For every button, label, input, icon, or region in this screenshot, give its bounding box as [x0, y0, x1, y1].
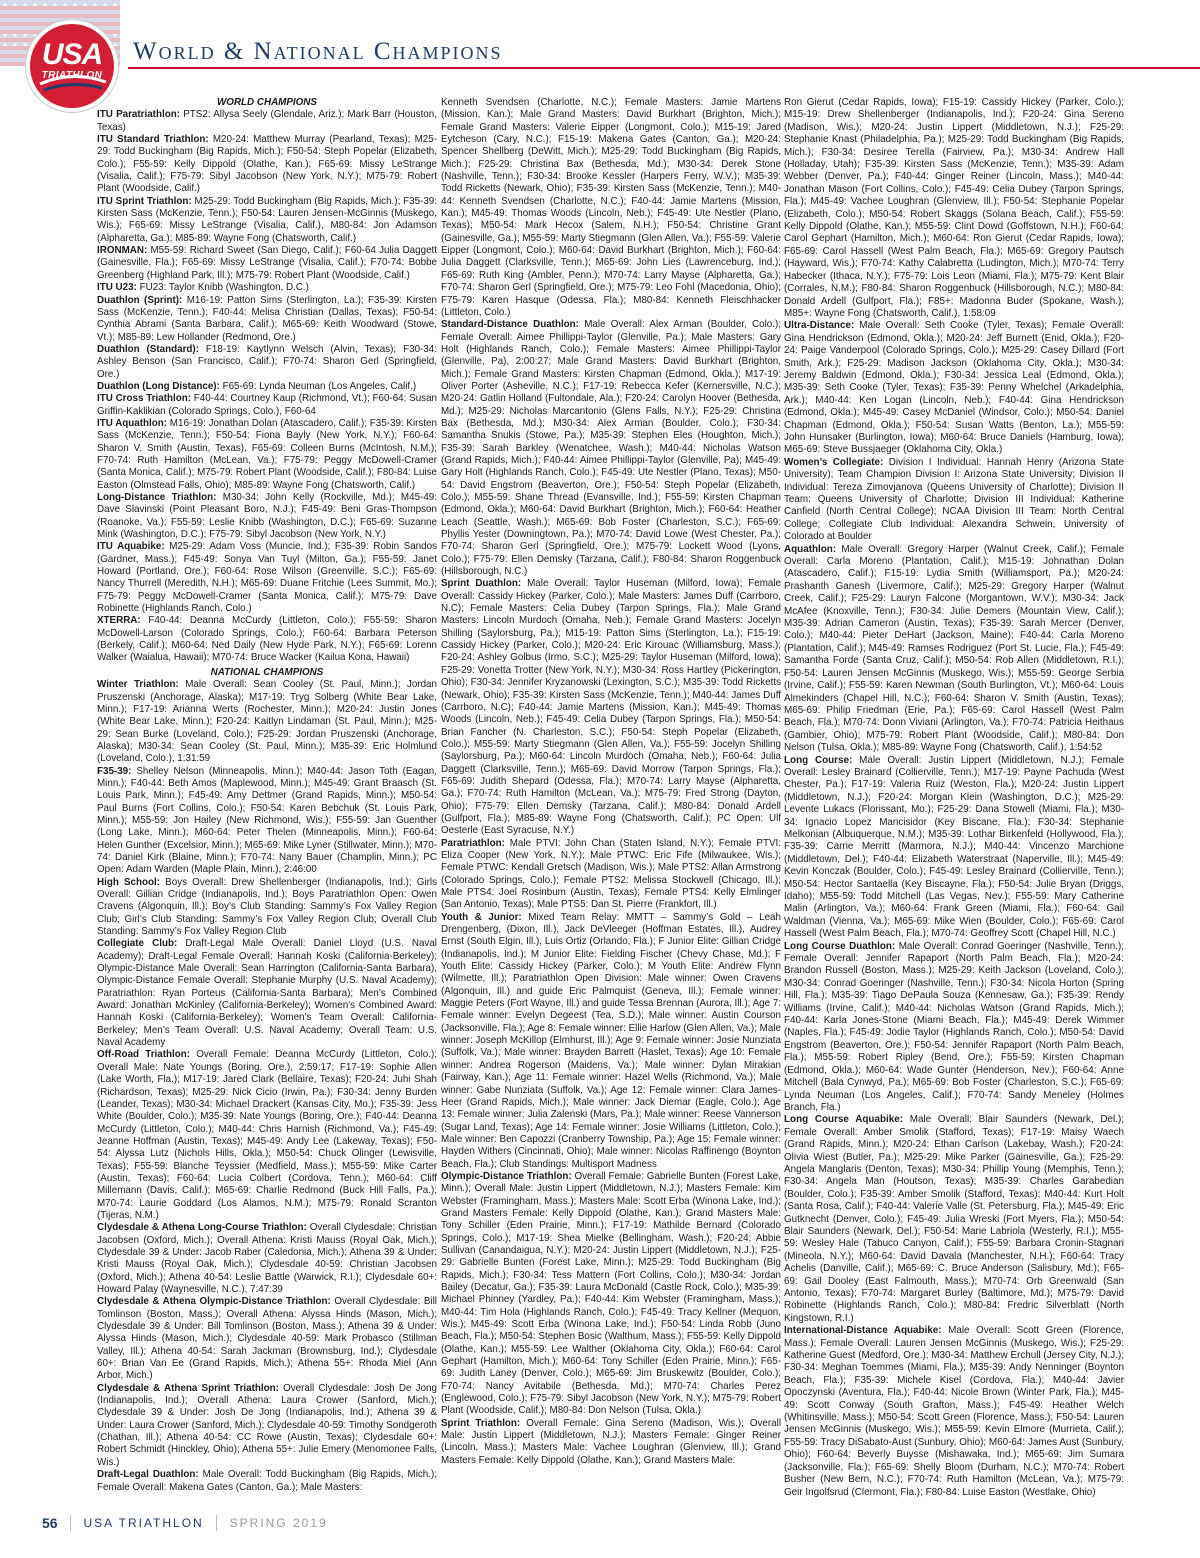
event-label: Paratriathlon: — [441, 837, 505, 849]
event-results: F65-69: Lynda Neuman (Los Angeles, Calif.) — [219, 380, 417, 392]
event-label: ITU Cross Triathlon: — [97, 393, 191, 405]
event-label: Sprint Triathlon: — [441, 1417, 521, 1429]
page-title: World & National Champions — [133, 38, 503, 65]
event-results: Male Overall: Sean Cooley (St. Paul, Minn.); Jordan Pruszenski (Anchorage, Alaska); M17-19: Tryg Solberg (White Bear Lake, Minn.); F17-19: Arianna Werts (Rochester, Minn.); M20-24: Justin Jones (White Bear Lake, Minn.); F20-24: Kaitlyn Lindaman (St. Paul, Minn.); M25-29: Sean Burke (Loveland, Colo.); F25-29: Jordan Pruszenski (Anchorage, Alaska); M30-34: Sean Cooley (St. Paul, Minn.); M35-39: Eric Holmlund (Loveland, Colo.), 1:31:59 — [97, 679, 437, 765]
event-results: M25-29: Todd Buckingham (Big Rapids, Mich.); F35-39: Kirsten Sass (McKenzie, Tenn.); F50-54: Lauren Jensen-McGinnis (Muskego, Wis.); F65-69: Missy LeStrange (Visalia, Calif.), M80-84: Jon Adamson (Alpharetta, Ga.); M85-89: Wayne Fong (Chatsworth, Calif.) — [97, 195, 438, 244]
event-label: Youth & Junior: — [441, 911, 522, 923]
footer-issue: SPRING 2019 — [229, 1515, 328, 1530]
result-entry — [97, 134, 437, 196]
result-entry — [441, 97, 781, 319]
event-label: High School: — [97, 876, 161, 888]
event-label: Winter Triathlon: — [97, 679, 179, 691]
event-results: Overall Clydesdale: Josh De Jong (Indianapolis, Ind.); Overall Athena: Laura Crower (Sanford, Mich.); Clydesdale 39 & Under: Josh De Jong (Indianapolis, Ind.); Athena 39 & Under: Laura Crower (Sanford, Mich.); Clydesdale 40-59: Timothy Sondgeroth (Chathan, Ill.); Athena 40-54: CC Rowe (Austin, Texas); Clydesdale 60+: Robert Schmidt (Hinckley, Ohio); Athena 55+: Julie Emery (Menomonee Falls, Wis.) — [97, 1382, 437, 1468]
event-label: XTERRA: — [97, 615, 141, 627]
event-results: M16-19: Patton Sims (Sterlington, La.); F35-39: Kirsten Sass (McKenzie, Tenn.); F40-44: Melisa Christian (Dallas, Texas); F50-54: Cynthia Abrami (Santa Barbara, Calif.); M65-69: Keith Woodward (Stowe, Vt.); M85-89: Lew Hollander (Redmond, Ore.) — [97, 294, 437, 343]
event-label: Off-Road Triathlon: — [97, 1049, 191, 1061]
section-heading: NATIONAL CHAMPIONS — [210, 666, 324, 678]
column-right — [784, 97, 1124, 1499]
result-entry — [97, 245, 437, 282]
result-entry — [97, 1222, 437, 1296]
event-label: Long-Distance Triathlon: — [97, 492, 217, 503]
column-left — [97, 97, 437, 1494]
result-entry — [97, 541, 437, 615]
event-results: M55-59: Richard Sweet (San Diego, Calif.); F60-64 Julia Daggett (Gainesville, Fla.); F65-69: Missy LeStrange (Visalia, Calif.); F70-74: Bobbe Greenberg (Highland Park, Ill.); M75-79: Robert Plant (Woodside, Calif.) — [97, 245, 437, 281]
event-label: Long Course: — [784, 754, 853, 766]
event-label: F35-39: — [97, 765, 132, 777]
event-results: PTS2: Allysa Seely (Glendale, Ariz.); Mark Barr (Houston, Texas) — [97, 109, 437, 133]
result-entry — [441, 1171, 781, 1418]
event-label: Duathlon (Long Distance): — [97, 380, 220, 392]
event-label: Aquathlon: — [784, 543, 837, 555]
result-entry — [97, 766, 437, 877]
event-results: F18-19: Kaytlynn Welsch (Alvin, Texas); F30-34: Ashley Benson (San Francisco, Calif.); F70-74: Sharon Gerl (Springfield, Ore.) — [97, 343, 437, 380]
column-middle — [441, 97, 781, 1467]
result-entry — [97, 393, 437, 418]
event-label: Draft-Legal Duathlon: — [97, 1469, 199, 1481]
result-entry — [97, 344, 437, 381]
event-results: Mixed Team Relay: MMTT – Sammy’s Gold – Leah Drengenberg, (Dixon, Ill.), Jack DeVleeger (Hoffman Estates, Ill.), Audrey Ernst (South Elgin, Ill.), Luis Ortiz (Orlando, Fla.); F Junior Elite: Gillian Cridge (Indianapolis, Ind.); M Junior Elite: Fielding Fischer (Chevy Chase, Md.); F Youth Elite: Cassidy Hickey (Parker, Colo.); M Youth Elite: Andrew Flynn (Wilmette, Ill.); Paratriathlon Open Division: Male winner: Owen Cravens (Algonquin, Ill.) and guide Eric Palmquist (Geneva, Ill.); Female winner: Maggie Peters (Fort Wayne, Ill.) and guide Tessa Brennan (Aurora, Ill.); Age 7: Female winner: Evelyn Degeest (Tea, S.D.); Male winner: Austin Courson (Jacksonville, Fla.); Age 8: Female winner: Ellie Harlow (Glen Allen, Va.); Male winner: Joseph McKillop (Elmhurst, Ill.); Age 9: Female winner: Josie Nunziata (Suffolk, Va.); Male winner: Brayden Barrett (Haslet, Texas); Age 10: Female winner: Andrea Rogerson (Maidens, Va.); Male winner: Dylan Mirakian (Fairway, Kan.); Age 11: Female winner: Hazel Wells (Richmond, Va.); Male winner: Gabe Nunziata (Suffolk, Va.); Age 12: Female winner: Clara James-Heer (Grand Rapids, Mich.); Male winner: Jack Diemar (Eagle, Colo.); Age 13: Female winner: Julia Zalenski (Mars, Pa.); Male winner: Reese Vannerson (Sugar Land, Texas); Age 14: Female winner: Josie Williams (Littleton, Colo.); Male winner: Ben Capozzi (Cranberry Township, Pa.); Age 15: Female winner: Hayden Withers (Cincinnati, Ohio); Male winner: Nicolas Raffinengo (Boynton Beach, Fla.); Club Standings: Multisport Madness — [441, 911, 781, 1170]
event-results: Division I Individual: Hannah Henry (Arizona State University); Team Champion Division I: Arizona State University; Division II Individual: Tereza Zimovjanova (Queens University of Charlotte); Division II Team: Queens University of Charlotte; Division III Individual: Katherine Canfield (North Central College); NCAA Division III Team: North Central College; Collegiate Club Individual: Alexandra Schwein, University of Colorado at Boulder — [784, 456, 1124, 543]
result-entry — [441, 578, 781, 837]
event-results: Overall Female: Gabrielle Bunten (Forest Lake, Minn.); Overall Male: Justin Lippert (Middletown, N.J.); Masters Female: Kim Webster (Framingham, Mass.); Masters Male: Scott Erba (Winona Lake, Ind.); Grand Masters Female: Kelly Dippold (Olathe, Kan.); Grand Masters Male: Tony Schiller (Eden Prairie, Minn.); F17-19: Mathilde Bernard (Colorado Springs, Colo.); M17-19: Shea Mielke (Bellingham, Wash.); F20-24: Abbie Sullivan (Canandaigua, N.Y.); M20-24: Justin Lippert (Middletown, N.J.); F25-29: Gabrielle Bunten (Forest Lake, Minn.); M25-29: Todd Buckingham (Big Rapids, Mich.); F30-34: Tess Mattern (Fort Collins, Colo.); M30-34: Jordan Bailey (Decatur, Ga.); F35-39: Laura McDonald (Castle Rock, Colo.); M35-39: Michael Phinney (Yardley, Pa.); F40-44: Kim Webster (Framingham, Mass.); M40-44: Tim Hola (Highlands Ranch, Colo.); F45-49: Tracy Kellner (Mequon, Wis.); M45-49: Scott Erba (Winona Lake, Ind.); F50-54: Linda Robb (Juno Beach, Fla.); M50-54: Stephen Bosic (Walthum, Mass.); F55-59: Kelly Dippold (Olathe, Kan.); M55-59: Lee Walther (Oklahoma City, Okla.); F60-64: Carol Gephart (Hamilton, Mich.); M60-64: Tony Schiller (Eden Prairie, Minn.); F65-69: Judith Laney (Denver, Colo.); M65-69: Jim Bruskewitz (Boulder, Colo.); F70-74: Nancy Avitabile (Bethesda, Md.); M70-74: Charles Perez (Englewood, Colo.); F75-79: Sibyl Jacobson (New York, N.Y.); M75-79: Robert Plant (Woodside, Calif.); M80-84: Don Nelson (Tulsa, Okla.) — [441, 1170, 781, 1417]
event-label: Olympic-Distance Triathlon: — [441, 1170, 572, 1182]
event-label: Long Course Duathlon: — [784, 940, 896, 952]
section-heading: WORLD CHAMPIONS — [217, 97, 317, 108]
result-entry — [97, 282, 437, 294]
result-entry — [441, 319, 781, 578]
event-label: Clydesdale & Athena Olympic-Distance Triathlon: — [97, 1296, 331, 1308]
result-entry — [97, 295, 437, 344]
event-label: Long Course Aquabike: — [784, 1114, 903, 1126]
event-results: M20-24: Matthew Murray (Pearland, Texas); M25-29: Todd Buckingham (Big Rapids, Mich.); F50-54: Steph Popelar (Elizabeth, Colo.); F55-59: Kelly Dippold (Olathe, Kan.); F65-69: Missy LeStrange (Visalia, Calif.); F75-79: Sibyl Jacobson (New York, N.Y.); M75-79: Robert Plant (Woodside, Calif.) — [97, 134, 437, 195]
result-entry — [97, 877, 437, 939]
event-results: Male Overall: Scott Green (Florence, Mass.); Female Overall: Lauren Jensen McGinnis (Muskego, Wis.); F25-29: Katherine Guest (Medford, Ore.); M30-34: Matthew Erchull (Jersey City, N.J.); F30-34: Meghan Toemmes (Miami, Fla.); M35-39: Andy Nenninger (Boynton Beach, Fla.); F35-39: Michele Kisel (Cordova, Fla.); M40-44: Javier Opoczynski (Aventura, Fla.); F40-44: Nicole Brown (Winter Park, Fla.); M45-49: Scott Conway (South Grafton, Mass.); F45-49: Heather Welch (Whitinsville, Mass.); M50-54: Scott Green (Florence, Mass.); F50-54: Lauren Jensen McGinnis (Muskego, Wis.); M55-59: Kevin Elmore (Murrieta, Calif.); F55-59: Tracy DiSabato-Aust (Sunbury, Ohio); M60-64: James Aust (Sunbury, Ohio); F60-64: Beverly Buysse (Mishawaka, Ind.); M65-69: Jim Sumara (Jacksonville, Fla.); F65-69: Shelly Bloom (Durham, N.C.); M70-74: Robert Busher (New Bern, N.C.); F70-74: Ruth Hamilton (McLean, Va.); M75-79: Geir Ingolfsrud (Clermont, Fla.); F80-84: Luise Easton (Westlake, Ohio) — [784, 1325, 1124, 1498]
result-entry — [97, 381, 437, 393]
result-entry — [784, 97, 1124, 320]
result-entry — [97, 1296, 437, 1382]
event-results: F40-44: Deanna McCurdy (Littleton, Colo.); F55-59: Sharon McDowell-Larson (Colorado Springs, Colo.); F60-64: Barbara Peterson (Berkely, Calif.); M60-64: Ned Daily (New Hyde Park, N.Y.); F65-69: Lorenn Walker (Waialua, Hawaii); M70-74: Bruce Wacker (Kailua Kona, Hawaii) — [97, 615, 437, 664]
event-results: Overall Clydesdale: Christian Jacobsen (Oxford, Mich.); Overall Athena: Kristi Mauss (Royal Oak, Mich.); Clydesdale 39 & Under: Jacob Raber (Caledonia, Mich.); Athena 39 & Under: Kristi Mauss (Royal Oak, Mich.); Clydesdale 40-59: Christian Jacobsen (Oxford, Mich.); Athena 40-54: Leslie Battle (Warwick, R.I.); Clydesdale 60+: Howard Palay (Waynesville, N.C.), 7:47:39 — [97, 1222, 437, 1295]
event-label: ITU Aquathlon: — [97, 417, 168, 429]
result-entry — [97, 615, 437, 664]
result-entry — [784, 544, 1124, 755]
event-label: IRONMAN: — [97, 245, 148, 257]
event-results: Overall Female: Gina Sereno (Madison, Wis.); Overall Male: Justin Lippert (Middletown, N.J.); Masters Female: Ginger Reiner (Lincoln, Mass.); Masters Male: Vachee Loughran (Glenview, Ill.); Grand Masters Female: Kelly Dippold (Olathe, Kan.); Grand Masters Male: — [441, 1417, 782, 1466]
usa-triathlon-logo — [30, 24, 114, 108]
event-label: Clydesdale & Athena Sprint Triathlon: — [97, 1382, 279, 1394]
result-entry — [97, 938, 437, 1049]
event-results: Draft-Legal Male Overall: Daniel Lloyd (U.S. Naval Academy); Draft-Legal Female Overall: Hannah Koski (California-Berkeley); Olympic-Distance Male Overall: Sean Harrington (California-Santa Barbara), Olympic-Distance Female Overall: Stephanie Murphy (U.S. Naval Academy); Paratriathlon: Ryan Porteus (California-Santa Barbara); Men’s Combined Award: Jonathan McKinley (California-Berkeley); Women’s Combined Award: Hannah Koski (California-Berkeley); Women’s Team Overall: California-Berkeley; Men’s Team Overall: U.S. Naval Academy; Overall Team: U.S. Naval Academy — [97, 938, 437, 1049]
result-entry — [97, 1383, 437, 1469]
result-entry — [97, 1049, 437, 1222]
event-results: Male Overall: Taylor Huseman (Milford, Iowa); Female Overall: Cassidy Hickey (Parker, Colo.); Male Masters: James Duff (Carrboro, N.C); Female Masters: Celia Dubey (Tarpon Springs, Fla.); Male Grand Masters: Lincoln Murdoch (Omaha, Neb.); Female Grand Masters: Jocelyn Shilling (Saylorsburg, Pa.); M15-19: Patton Sims (Sterlington, La.); F15-19: Cassidy Hickey (Parker, Colo.); M20-24: Eric Kirouac (Williamsburg, Mass.); F20-24: Ashley Golbus (Irmo, S.C.); M25-29: Taylor Huseman (Milford, Iowa); F25-29: Vonetta Trotter (New York, N.Y.); M30-34: Ross Hartley (Pickerington, Ohio); F30-34: Jennifer Kryzanowski (Lexington, S.C.); M35-39: Todd Ricketts (Newark, Ohio); F35-39: Kirsten Sass (McKenzie, Tenn.); M40-44: James Duff (Carrboro, N.C); F40-44: Jamie Martens (Mission, Kan.); M45-49: Thomas Woods (Lincoln, Neb.); F45-49: Celia Dubey (Tarpon Springs, Fla.); M50-54: Brian Fancher (N. Charleston, S.C.); F50-54: Steph Popelar (Elizabeth, Colo.); M55-59: Marty Stiegmann (Glen Allen, Va.); F55-59: Jocelyn Shilling (Saylorsburg, Pa.); M60-64: Lincoln Murdoch (Omaha, Neb.); F60-64: Julia Daggett (Clarksville, Tenn.); M65-69: David Morrow (Tarpon Springs, Fla.); F65-69: Judith Shepard (Odessa, Fla.); M70-74: Larry Mayse (Alpharetta, Ga.); F70-74: Ruth Hamilton (McLean, Va.); M75-79: Fred Strong (Dayton, Ohio); F75-79: Ellen Demsky (Tarzana, Calif.); M80-84: Donald Ardell (Gulfport, Fla.); M85-89: Wayne Fong (Chatsworth, Calif.); PC Open: Ulf Oesterle (East Syracuse, N.Y.) — [441, 578, 782, 837]
event-results: Kenneth Svendsen (Charlotte, N.C.); Female Masters: Jamie Martens (Mission, Kan.); Male Grand Masters: David Burkhart (Brighton, Mich.); Female Grand Masters: Valerie Eipper (Longmont, Colo.); M15-19: Jared Eytcheson (Cary, N.C.); F15-19: Makena Gates (Canton, Ga.); M20-24: Spencer Shellberg (DeWitt, Mich.); M25-29: Todd Buckingham (Big Rapids, Mich.); F25-29: Christina Bax (Bethesda, Md.); M30-34: Derek Stone (Nashville, Tenn.); F30-34: Brooke Kessler (Harpers Ferry, W.V.); M35-39: Todd Ricketts (Newark, Ohio); F35-39: Kirsten Sass (McKenzie, Tenn.); M40-44: Kenneth Svendsen (Charlotte, N.C.); F40-44: Jamie Martens (Mission, Kan.); M45-49: Thomas Woods (Lincoln, Neb.); F45-49: Ute Nestler (Plano, Texas); M50-54: Mark Hecox (Salem, N.H.); F50-54: Christine Grant (Gainesville, Ga.); M55-59: Marty Stiegmann (Glen Allen, Va.); F55-59: Valerie Eipper (Longmont, Colo.); M60-64: David Burkhart (Brighton, Mich.); F60-64: Julia Daggett (Clarksville, Tenn.); M65-69: John Lies (Lawrenceburg, Ind.); F65-69: Ruth King (Ambler, Penn.); M70-74: Larry Mayse (Alpharetta, Ga.); F70-74: Sharon Gerl (Springfield, Ore.); M75-79: Leo Fohl (Macedonia, Ohio); F75-79: Karen Hasque (Odessa, Fla.); M80-84: Kenneth Fleischhacker (Littleton, Colo.) — [441, 97, 781, 318]
event-results: FU23: Taylor Knibb (Washington, D.C.) — [136, 282, 309, 294]
event-label: Clydesdale & Athena Long-Course Triathlon: — [97, 1222, 307, 1234]
event-results: Male Overall: Blair Saunders (Newark, Del.); Female Overall: Amber Smolik (Stafford, Texas); F17-19: Maisy Waech (Grand Rapids, Minn.); M20-24: Ethan Carlson (Lakebay, Wash.); F20-24: Olivia Wiest (Butler, Pa.); M25-29: Mike Parker (Gainesville, Ga.); F25-29: Angela Manglaris (Denton, Texas); M30-34: Phillip Young (Memphis, Tenn.); F30-34: Angela Man (Houtson, Texas); M35-39: Charles Garabedian (Boulder, Colo.); F35-39: Amber Smolik (Stafford, Texas); M40-44: Kurt Holt (Santa Rosa, Calif.); F40-44: Valerie Valle (St. Petersburg, Fla.); M45-49: Eric Gutknecht (Denver, Colo.); F45-49: Julia Wreski (Fort Myers, Fla.); M50-54: Blair Saunders (Newark, Del.); F50-54: Marie Labriola (Westerly, R.I.); M55-59: Wesley Hale (Tabuco Canyon, Calif.); F55-59: Barbara Cronin-Stagnari (Mineola, N.Y.); M60-64: David Davala (Manchester, N.H.); F60-64: Tracy Achelis (Danville, Calif.); M65-69: C. Bruce Anderson (Salisbury, Md.); F65-69: Gail Dooley (East Falmouth, Mass.); M70-74: Orb Greenwald (San Antonio, Texas); F70-74: Margaret Burley (Baltimore, Md.); M75-79: David Robinette (Highlands Ranch, Colo.); M80-84: Fredric Silverblatt (North Kingstown, R.I.) — [784, 1114, 1124, 1324]
event-results: Male Overall: Seth Cooke (Tyler, Texas); Female Overall: Gina Hendrickson (Edmond, Okla.); M20-24: Jeff Burnett (Enid, Okla.); F20-24: Paige Vanderpool (Colorado Springs, Colo.); M25-29: Casey Dillard (Fort Smith, Ark.); F25-29: Madison Jackson (Oklahoma City, Okla.); M30-34: Jeremy Baldwin (Edmond, Okla.); F30-34: Jessica Leal (Edmond, Okla.); M35-39: Seth Cooke (Tyler, Texas); F35-39: Penny Whelchel (Arkadelphia, Ark.); M40-44: Ken Logan (Lincoln, Neb.); F40-44: Gina Hendrickson (Edmond, Okla.); M45-49: Casey McDaniel (Windsor, Colo.); M50-54: Daniel Chapman (Edmond, Okla.); F50-54: Susan Watts (Benton, La.); M55-59: John Hunsaker (Burlington, Iowa); M60-64: Bruce Daniels (Hamburg, Iowa); M65-69: Steve Bussjaeger (Oklahoma City, Okla.) — [784, 320, 1124, 456]
result-entry — [97, 196, 437, 245]
footer-brand: USA TRIATHLON — [83, 1515, 204, 1530]
event-results: M30-34: John Kelly (Rockville, Md.); M45-49: Dave Slavinski (Point Pleasant Boro, N.J.); F45-49: Beni Gras-Thompson (Roanoke, Va.); F55-59: Leslie Knibb (Washington, D.C.); F65-69: Suzanne Mink (Washington, D.C.); F75-79: Sibyl Jacobson (New York, N.Y.) — [97, 492, 437, 541]
event-label: Duathlon (Standard): — [97, 343, 199, 355]
footer-divider — [216, 1515, 217, 1531]
event-results: Overall Clydesdale: Bill Tomlinson (Boston, Mass.); Overall Athena: Alyssa Hinds (Mason, Mich.); Clydesdale 39 & Under: Bill Tomlinson (Boston, Mass.); Athena 39 & Under: Alyssa Hinds (Mason, Mich.); Clydesdale 40-59: Mark Probasco (Stillman Valley, Ill.); Athena 40-54: Sarah Jackman (Brownsburg, Ind.); Clydesdale 60+: Brian Van Ee (Grand Rapids, Mich.); Athena 55+: Rhoda Miel (Ann Arbor, Mich.) — [97, 1296, 437, 1382]
event-results: M25-29: Adam Voss (Muncie, Ind.); F35-39: Robin Sandos (Gardner, Mass.); F45-49: Sonya Van Tuyl (Milton, Ga.); F55-59: Janet Howard (Portland, Ore.); F60-64: Rose Wilson (Greenville, S.C.); F65-69: Nancy Thurrell (Meredith, N.H.); M65-69: Duane Fritchie (Lees Summit, Mo.); F75-79: Peggy McDowell-Cramer (Santa Monica, Calif.); M75-79: Dave Robinette (Highlands Ranch, Colo.) — [97, 541, 437, 615]
page-number: 56 — [42, 1514, 58, 1531]
result-entry — [784, 320, 1124, 456]
result-entry — [441, 838, 781, 912]
event-results: M16-19: Jonathan Dolan (Atascadero, Calif.); F35-39: Kirsten Sass (McKenzie, Tenn.); F50-54: Fiona Bayly (New York, N.Y.); F60-64: Sharon V. Smith (Austin, Texas), F65-69: Colleen Burns (McIntosh, N.M.); F70-74: Ruth Hamilton (McLean, Va.); F75-79: Peggy McDowell-Cramer (Santa Monica, Calif.); M75-79: Robert Plant (Woodside, Calif.); F80-84: Luise Easton (Olmstead Falls, Ohio); M85-89: Wayne Fong (Chatsworth, Calif.) — [97, 417, 437, 491]
result-entry — [784, 1114, 1124, 1325]
event-label: ITU Paratriathlon: — [97, 109, 180, 121]
event-label: ITU Aquabike: — [97, 541, 165, 553]
result-entry — [97, 1469, 437, 1494]
event-label: Collegiate Club: — [97, 938, 178, 950]
page-footer — [42, 1514, 328, 1534]
event-label: International-Distance Aquabike: — [784, 1325, 942, 1337]
result-entry — [784, 755, 1124, 941]
result-entry — [97, 492, 437, 541]
event-label: Ultra-Distance: — [784, 320, 855, 332]
result-entry — [784, 1325, 1124, 1499]
event-results: Male Overall: Gregory Harper (Walnut Creek, Calif.); Female Overall: Carla Moreno (Plantation, Calif.); M15-19: Johnathan Dolan (Atascadero, Calif.); F15-19: Lydia Smith (Williamsport, Pa.); M20-24: Prashanth Ganesh (Livermore, Calif.); M25-29: Gregory Harper (Walnut Creek, Calif.); F25-29: Lauryn Falcone (Morgantown, W.V.); M30-34: Jack McAfee (Knoxville, Tenn.); F30-34: Julie Demers (Mountain View, Calif.); M35-39: Adrian Cameron (Austin, Texas); F35-39: Sarah Mercer (Denver, Colo.); M40-44: Pieter DeHart (Jackson, Maine); F40-44: Carla Moreno (Plantation, Calif.); M45-49: Ramses Rodriguez (Port St. Lucie, Fla.); F45-49: Samantha Forde (Santa Cruz, Calif.); M50-54: Rob Allen (Middletown, R.I.); F50-54: Lauren Jensen McGinnis (Muskego, Wis.); M55-59: George Serbia (Irvine, Calif.); F55-59: Karen Newman (South Burlington, Vt.); M60-64: Louis Almekinders (Chapel Hill, N.C.); F60-64: Sharon V. Smith (Austin, Texas); M65-69: Philip Friedman (Erie, Pa.); F65-69: Carol Hassell (West Palm Beach, Fla.); M70-74: Donn Viviani (Arlington, Va.); F70-74: Patricia Heithaus (Gambier, Ohio); M75-79: Robert Plant (Woodside, Calif.); M80-84: Don Nelson (Tulsa, Okla.); M85-89: Wayne Fong (Chatsworth, Calif.), 1:54:52 — [784, 543, 1124, 754]
result-entry — [97, 679, 437, 765]
footer-divider — [70, 1515, 71, 1531]
event-results: Ron Gierut (Cedar Rapids, Iowa); F15-19: Cassidy Hickey (Parker, Colo.); M15-19: Drew Shellenberger (Indianapolis, Ind.); F20-24: Gina Sereno (Madison, Wis.); M20-24: Justin Lippert (Middletown, N.J.); F25-29: Stephanie Knast (Philadelphia, Pa.); M25-29: Todd Buckingham (Big Rapids, Mich.); F30-34: Desiree Terella (Fairview, Pa.); M30-34: Andrew Hall (Holladay, Utah); F35-39: Kirsten Sass (McKenzie, Tenn.); M35-39: Adam Webber (Denver, Pa.); F40-44: Ginger Reiner (Lincoln, Mass.); M40-44: Jonathan Mason (Fort Collins, Colo.); F45-49: Celia Dubey (Tarpon Springs, Fla.); M45-49: Vachee Loughran (Glenview, Ill.); F50-54: Stephanie Popelar (Elizabeth, Colo.); M50-54: Robert Skaggs (Solana Beach, Calif.); F55-59: Kelly Dippold (Olathe, Kan.); M55-59: Clint Dowd (Goffstown, N.H.); F60-64: Carol Gephart (Hamilton, Mich.); M60-64: Ron Gierut (Cedar Rapids, Iowa); F65-69: Carol Hassell (West Palm Beach, Fla.); M65-69: Gregory Pautsch (Hayward, Wis.); F70-74: Kathy Calabretta (Ludington, Mich.); M70-74: Terry Habecker (Ithaca, N.Y.); F75-79: Lois Leon (Miami, Fla.); M75-79: Kent Blair (Corrales, N.M.); F80-84: Sharon Roggenbuck (Hillsborough, N.C.); M80-84: Donald Ardell (Gulfport, Fla.); F85+: Madonna Buder (Spokane, Wash.); M85+: Wayne Fong (Chatsworth, Calif.), 1:58:09 — [784, 97, 1124, 319]
logo-subtitle: TRIATHLON — [41, 70, 103, 81]
event-label: ITU Sprint Triathlon: — [97, 195, 192, 207]
event-label: Standard-Distance Duathlon: — [441, 319, 579, 331]
event-results: Boys Overall: Drew Shellenberger (Indianapolis, Ind.); Girls Overall: Gillian Cridge (Indianapolis, Ind.); Boys Paratriathlon Open: Owen Cravens (Algonquin, Ill.); Boy’s Club Standing: Sammy’s Fox Valley Region Club; Girl’s Club Standing: Sammy’s Fox Valley Region Club; Overall Club Standing: Sammy’s Fox Valley Region Club — [97, 876, 437, 938]
result-entry — [97, 109, 437, 134]
title-divider — [128, 67, 1200, 69]
logo-word: USA — [41, 38, 103, 71]
event-label: ITU Standard Triathlon: — [97, 134, 209, 146]
event-results: Male PTVI: John Chan (Staten Island, N.Y.); Female PTVI: Eliza Cooper (New York, N.Y.); Male PTWC: Eric Fife (Milwaukee, Wis.); Female PTWC: Kendall Gretsch (Madison, Wis.); Male PTS2: Allan Armstrong (Colorado Springs, Colo.); Female PTS2: Melissa Stockwell (Chicago, Ill.); Male PTS4: Joel Rosinbum (Austin, Texas); Female PTS4: Kelly Elmlinger (San Antonio, Texas); Male PTS5: Dan St. Pierre (Frankfort, Ill.) — [441, 837, 781, 911]
event-label: Duathlon (Sprint): — [97, 294, 183, 306]
result-entry — [441, 1418, 781, 1467]
event-label: ITU U23: — [97, 282, 137, 294]
result-entry — [784, 941, 1124, 1115]
event-results: F40-44: Courtney Kaup (Richmond, Vt.); F60-64: Susan Griffin-Kaklikian (Colorado Springs, Colo.), F60-64 — [97, 393, 438, 417]
event-results: Male Overall: Conrad Goeringer (Nashville, Tenn.); Female Overall: Jennifer Rapaport (North Palm Beach, Fla.); M20-24: Brandon Russell (Boston, Mass.); M25-29: Keith Jackson (Loveland, Colo.); M30-34: Conrad Goeringer (Nashville, Tenn.); F30-34: Nicola Horton (Spring Hill, Fla.); M35-39: Tiago DePaula Souza (Kennesaw, Ga.); F35-39: Rendy Williams (Irvine, Calif.); M40-44: Nicholas Watson (Grand Rapids, Mich.); F40-44: Karla Jones-Stone (Miami Beach, Fla.); M45-49: Derek Wimmer (Naples, Fla.); F45-49: Jodie Taylor (Highlands Ranch, Colo.); M50-54: David Engstrom (Beaverton, Ore.); F50-54: Jennifer Rapaport (North Palm Beach, Fla.); M55-59: Robert Ripley (Bend, Ore.); F55-59: Kirsten Chapman (Edmond, Okla.); M60-64: Wade Gunter (Henderson, Nev.); F60-64: Anne Mitchell (Bala Cynwyd, Pa.); M65-69: Bob Foster (Charleston, S.C.); F65-69: Lynda Neuman (Los Angeles, Calif.); F70-74: Sandy Meneley (Holmes Branch, Fla.) — [784, 940, 1124, 1113]
event-label: Sprint Duathlon: — [441, 578, 522, 590]
result-entry — [784, 457, 1124, 544]
event-results: Shelley Nelson (Minneapolis, Minn.); M40-44: Jason Toth (Eagan, Minn.); F40-44: Beth Amos (Maplewood, Minn.); M45-49: Grant Braasch (St. Louis Park, Minn.); F45-49: Amy Dettmer (Grand Rapids, Minn.); M50-54: Paul Burns (Fort Collins, Colo.); F50-54: Karen Bebchuk (St. Louis Park, Minn.); M55-59: Jon Hailey (New Richmond, Wis.); F55-59: Jan Guenther (Long Lake, Minn.); M60-64: Peter Thelen (Minneapolis, Minn.); F60-64: Helen Gunther (Excelsior, Minn.); M65-69: Mike Lyner (Stillwater, Minn.); M70-74: Daniel Kirk (Blaine, Minn.); F70-74: Nany Bauer (Champlin, Minn.); PC Open: Adam Warden (Maple Plain, Minn.), 2:46:00 — [97, 765, 437, 876]
event-results: Overall Female: Deanna McCurdy (Littleton, Colo.); Overall Male: Nate Youngs (Boring, Ore.), 2:59:17; F17-19: Sophie Allen (Lake Worth, Fla.); M17-19: Jared Clark (Bellaire, Texas); F20-24: Juhi Shah (Richardson, Texas); M25-29: Nick Cicio (Irwin, Pa.); F30-34: Jenny Burden (Leander, Texas); M30-34: Michael Drackert (Kansas City, Mo.); F35-39: Jess White (Boulder, Colo.); M35-39: Nate Youngs (Boring, Ore.); F40-44: Deanna McCurdy (Littleton, Colo.); M40-44: Chris Harnish (Richmond, Va.); F45-49: Jeanne Hoffman (Austin, Texas); M45-49: Andy Lee (Lakeway, Texas); F50-54: Alyssa Lutz (Nichols Hills, Okla.); M50-54: Chuck Olinger (Lewisville, Texas); F55-59: Blanche Teyssier (Medfield, Mass.); M55-59: Mike Carter (Austin, Texas); F60-64: Lucia Colbert (Cordova, Tenn.); M60-64: Cliff Millemann (Davis, Calif.); M65-69: Charlie Redmond (Buck Hill Falls, Pa.); M70-74: Laurie Goddard (Los Alamos, N.M.); M75-79: Ronald Scranton (Tijeras, N.M.) — [97, 1049, 437, 1221]
event-label: Women’s Collegiate: — [784, 456, 884, 468]
result-entry — [97, 418, 437, 492]
event-results: Male Overall: Alex Arman (Boulder, Colo.); Female Overall: Aimee Phillippi-Taylor (Glenville, Pa.); Male Masters: Gary Holt (Highlands Ranch, Colo.); Female Masters: Aimee Phillippi-Taylor (Glenville, Pa), 2:00:27; Male Grand Masters: David Burkhart (Brighton, Mich.); Female Grand Masters: Kirsten Chapman (Edmond, Okla.); M17-19: Oliver Porter (Asheville, N.C.); F17-19: Rebecca Kefer (Kernersville, N.C.); M20-24: Gatlin Holland (Fultondale, Ala.); F20-24: Carolyn Hoover (Bethesda, Md.); M25-29: Nicholas Marcantonio (Glens Falls, N.Y.); F25-29: Christina Bax (Bethesda, Md.); M30-34: Alex Arman (Boulder, Colo.); F30-34: Samantha Snukis (Stowe, Pa.); M35-39: Stephen Eles (Houghton, Mich.); F35-39: Sarah Barkley (Wenatchee, Wash.); M40-44: Nicholas Watson (Grand Rapids, Mich.); F40-44: Aimee Phillippi-Taylor (Glenville, Pa); M45-49: Gary Holt (Highlands Ranch, Colo.); F45-49: Ute Nestler (Plano, Texas); M50-54: David Engstrom (Beaverton, Ore.); F50-54: Steph Popelar (Elizabeth, Colo.); M55-59: Shane Thread (Evansville, Ind.); F55-59: Kirsten Chapman (Edmond, Okla.); M60-64: David Burkhart (Brighton, Mich.); F60-64: Heather Leach (Seattle, Wash.); M65-69: Bob Foster (Charleston, S.C.); F65-69: Phyllis Yester (Downingtown, Pa.); M70-74: David Lowe (West Chester, Pa.); F70-74: Sharon Gerl (Springfield, Ore.); M75-79: Lockett Wood (Lyons, Colo.); F75-79: Ellen Demsky (Tarzana, Calif.); F80-84: Sharon Roggenbuck (Hillsborough, N.C.) — [441, 319, 782, 578]
event-results: Male Overall: Justin Lippert (Middletown, N.J.); Female Overall: Lesley Brainard (Collierville, Tenn.); M17-19: Payne Pachuda (West Chester, Pa.); F17-19: Valeria Ruiz (Weston, Fla.); M20-24: Justin Lippert (Middletown, N.J.); F20-24: Morgan Klein (Washington, D.C.); M25-29: Levente Lukacs (Florissant, Mo.); F25-29: Dana Stowell (Miami, Fla.); M30-34: Ignacio Lopez Mancisidor (Key Biscane, Fla.); F30-34: Stephanie Melkonian (Albuquerque, N.M.); M35-39: Lothar Birkenfeld (Hollywood, Fla.); F35-39: Carrie Merritt (Marmora, N.J.); M40-44: Vincenzo Marchione (Middletown, Del.); F40-44: Elizabeth Waterstraat (Naperville, Ill.); M45-49: Kevin Konczak (Boulder, Colo.); F45-49: Lesley Brainard (Collierville, Tenn.); M50-54: Hector Santaella (Key Biscayne, Fla.); F50-54: Julie Bryan (Driggs, Idaho); M55-59: Todd Mitchell (Las Vegas, Nev.); F55-59: Mary Catherine Malin (Arlington, Va.); M60-64: Frank Green (Miami, Fla.); F60-64: Gail Waldman (Vienna, Va.); M65-69: Mike Wien (Boulder, Colo.); F65-69: Carol Hassell (West Palm Beach, Fla.); M70-74: Geoffrey Scott (Chapel Hill, N.C.) — [784, 754, 1125, 940]
event-results: Male Overall: Todd Buckingham (Big Rapids, Mich.); Female Overall: Makena Gates (Canton, Ga.); Male Masters: — [97, 1469, 437, 1493]
result-entry — [441, 912, 781, 1171]
